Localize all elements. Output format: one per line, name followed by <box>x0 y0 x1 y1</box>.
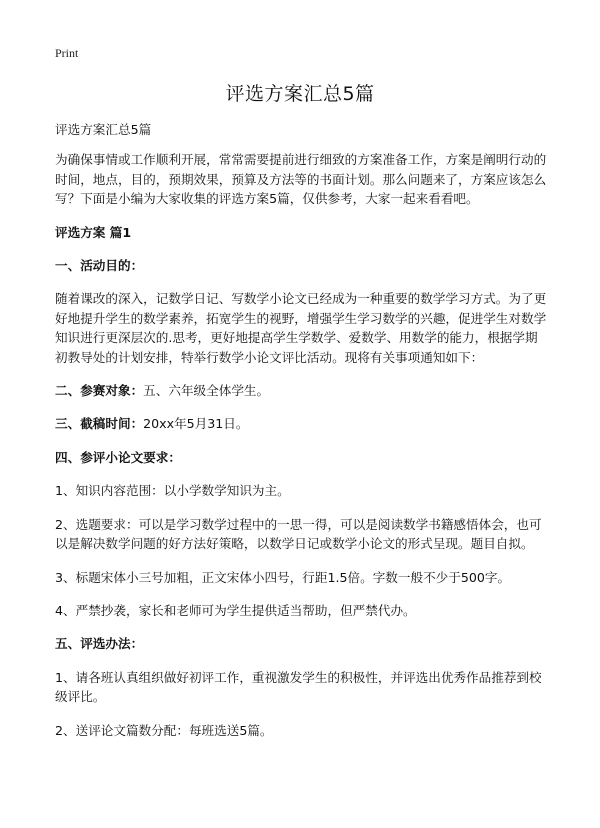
section-4-item: 2、选题要求：可以是学习数学过程中的一思一得，可以是阅读数学书籍感悟体会，也可以是解决数学问题的好方法好策略，以数学日记或数学小论文的形式呈现。题目自拟。 <box>55 516 542 552</box>
print-label[interactable]: Print <box>55 46 79 60</box>
document-body <box>55 120 547 754</box>
section-1-heading: 一、活动目的： <box>55 258 144 274</box>
section-4-item: 3、标题宋体小三号加粗，正文宋体小四号，行距1.5倍。字数一般不少于500字。 <box>55 569 511 585</box>
section-1-body: 随着课改的深入，记数学日记、写数学小论文已经成为一种重要的数学学习方式。为了更好地提升学生的数学素养，拓宽学生的视野，增强学生学习数学的兴趣，促进学生对数学知识进行更深层次的.思考，更好地提高学生学数学、爱数学、用数学的能力，根据学期初教导处的计划安排，特举行数学小论文评比活动。现将有关事项通知如下： <box>55 291 547 365</box>
intro-paragraph: 为确保事情或工作顺利开展，常常需要提前进行细致的方案准备工作，方案是阐明行动的时间，地点，目的，预期效果，预算及方法等的书面计划。那么问题来了，方案应该怎么写？下面是小编为大家收集的评选方案5篇，仅供参考，大家一起来看看吧。 <box>55 152 547 207</box>
section-2-value: 五、六年级全体学生。 <box>143 383 270 399</box>
section-5-item: 1、请各班认真组织做好初评工作，重视激发学生的积极性，并评选出优秀作品推荐到校级评比。 <box>55 669 542 705</box>
document-subtitle: 评选方案汇总5篇 <box>55 122 152 137</box>
section-4-item: 4、严禁抄袭，家长和老师可为学生提供适当帮助，但严禁代办。 <box>55 602 416 618</box>
section-2-line <box>55 381 547 400</box>
document-title: 评选方案汇总5篇 <box>225 83 375 105</box>
section-3-label: 三、截稿时间： <box>55 416 144 432</box>
section-2-label: 二、参赛对象： <box>55 383 144 399</box>
section-title: 评选方案 篇1 <box>55 224 132 240</box>
section-5-item: 2、送评论文篇数分配：每班选送5篇。 <box>55 722 273 738</box>
section-3-value: 20xx年5月31日。 <box>143 416 249 432</box>
section-4-heading: 四、参评小论文要求： <box>55 449 181 465</box>
section-5-heading: 五、评选办法： <box>55 636 144 652</box>
section-3-line <box>55 414 547 433</box>
section-4-item: 1、知识内容范围：以小学数学知识为主。 <box>55 483 290 499</box>
